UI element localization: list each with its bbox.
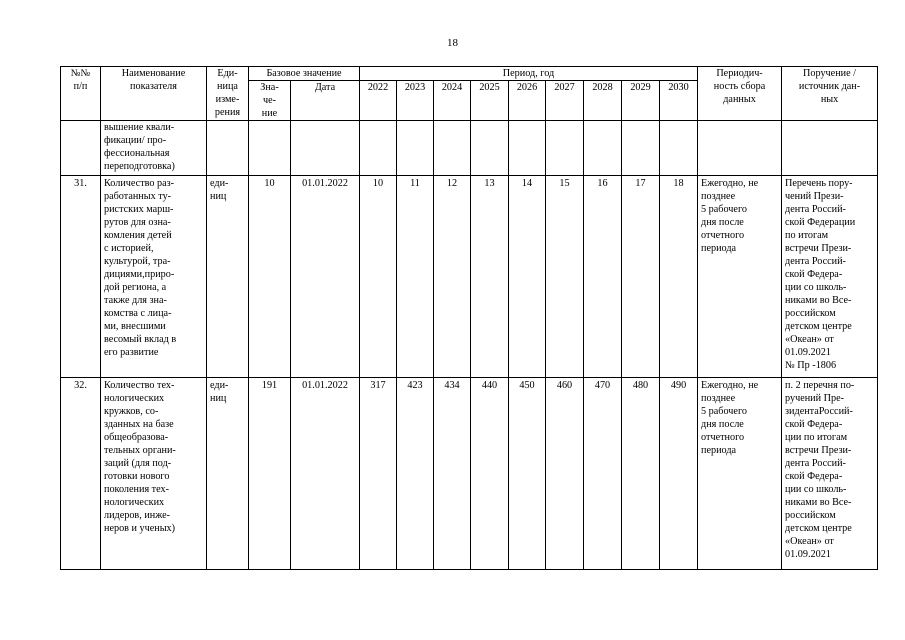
header-num: №№ п/п [61, 67, 101, 121]
header-unit: Еди- ница изме- рения [207, 67, 249, 121]
cell-year-value: 15 [546, 176, 584, 378]
cell-year-value [360, 121, 397, 176]
cell-num: 32. [61, 378, 101, 570]
header-year: 2027 [546, 81, 584, 121]
cell-year-value: 490 [660, 378, 698, 570]
cell-base-date: 01.01.2022 [291, 176, 360, 378]
cell-year-value [509, 121, 546, 176]
cell-year-value [546, 121, 584, 176]
cell-base-value [249, 121, 291, 176]
cell-year-value: 16 [584, 176, 622, 378]
cell-periodicity: Ежегодно, не позднее 5 рабочего дня после отчетного периода [698, 378, 782, 570]
cell-year-value [622, 121, 660, 176]
cell-year-value: 17 [622, 176, 660, 378]
cell-year-value: 317 [360, 378, 397, 570]
cell-base-date [291, 121, 360, 176]
cell-source [782, 121, 878, 176]
cell-num [61, 121, 101, 176]
cell-year-value: 18 [660, 176, 698, 378]
header-year: 2029 [622, 81, 660, 121]
header-year: 2024 [434, 81, 471, 121]
cell-name: Количество раз- работанных ту- ристских марш- рутов для озна- комления детей с историей, культурой, тра- дициями,приро- дой региона, а также для зна- комства с лица- ми, внесшими весомый вклад в его развитие [101, 176, 207, 378]
table-row [61, 176, 878, 378]
cell-year-value: 460 [546, 378, 584, 570]
cell-unit: еди- ниц [207, 378, 249, 570]
page-number: 18 [447, 37, 458, 49]
cell-year-value [434, 121, 471, 176]
header-periodicity: Периодич- ность сбора данных [698, 67, 782, 121]
cell-name: Количество тех- нологических кружков, со- зданных на базе общеобразова- тельных органи- заций (для под- готовки нового поколения тех- нологических лидеров, инже- неров и ученых) [101, 378, 207, 570]
cell-year-value [660, 121, 698, 176]
header-base-group: Базовое значение [249, 67, 360, 81]
cell-year-value: 440 [471, 378, 509, 570]
cell-num: 31. [61, 176, 101, 378]
cell-year-value: 423 [397, 378, 434, 570]
table-header-row [61, 67, 878, 81]
header-year: 2030 [660, 81, 698, 121]
header-source: Поручение / источник дан- ных [782, 67, 878, 121]
cell-year-value: 10 [360, 176, 397, 378]
cell-periodicity [698, 121, 782, 176]
header-period-group: Период, год [360, 67, 698, 81]
cell-year-value: 11 [397, 176, 434, 378]
cell-year-value: 434 [434, 378, 471, 570]
header-year: 2022 [360, 81, 397, 121]
header-name: Наименование показателя [101, 67, 207, 121]
cell-source: Перечень пору- чений Прези- дента Россий- ской Федерации по итогам встречи Прези- дента Россий- ской Федера- ции со школь- никами во Все- российском детском центре «Океан» от 01.09.2021 № Пр -1806 [782, 176, 878, 378]
cell-source: п. 2 перечня по- ручений Пре- зидентаРоссий- ской Федера- ции по итогам встречи Прези- дента Россий- ской Федера- ции со школь- никами во Все- российском детском центре «Океан» от 01.09.2021 [782, 378, 878, 570]
cell-unit: еди- ниц [207, 176, 249, 378]
cell-unit [207, 121, 249, 176]
cell-year-value: 470 [584, 378, 622, 570]
cell-year-value: 14 [509, 176, 546, 378]
header-year: 2026 [509, 81, 546, 121]
cell-year-value: 12 [434, 176, 471, 378]
cell-name: вышение квали- фикации/ про- фессиональная переподготовка) [101, 121, 207, 176]
cell-base-value: 191 [249, 378, 291, 570]
cell-year-value [471, 121, 509, 176]
header-year: 2028 [584, 81, 622, 121]
cell-base-date: 01.01.2022 [291, 378, 360, 570]
table-row [61, 121, 878, 176]
header-base-date: Дата [291, 81, 360, 121]
header-year: 2023 [397, 81, 434, 121]
cell-year-value: 480 [622, 378, 660, 570]
cell-base-value: 10 [249, 176, 291, 378]
cell-periodicity: Ежегодно, не позднее 5 рабочего дня после отчетного периода [698, 176, 782, 378]
cell-year-value: 13 [471, 176, 509, 378]
table-row [61, 378, 878, 570]
header-year: 2025 [471, 81, 509, 121]
header-base-value: Зна- че- ние [249, 81, 291, 121]
cell-year-value [397, 121, 434, 176]
indicator-table [60, 66, 878, 570]
cell-year-value [584, 121, 622, 176]
cell-year-value: 450 [509, 378, 546, 570]
